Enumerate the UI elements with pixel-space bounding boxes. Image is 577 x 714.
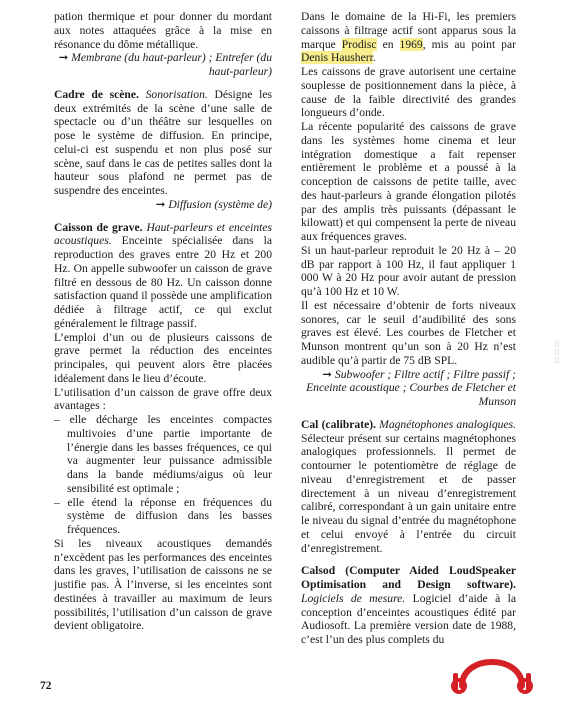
arrow-icon: ➞ xyxy=(155,197,166,211)
highlighted-year[interactable]: 1969 xyxy=(399,37,423,51)
text-run: . xyxy=(372,51,376,65)
text-run: en xyxy=(376,37,400,51)
highlighted-person[interactable]: Denis Hausherr xyxy=(301,51,373,65)
cross-reference-text: Subwoofer ; Filtre actif ; Filtre passif ; Enceinte acoustique ; Courbes de Fletcher et Munson xyxy=(306,367,516,408)
highlighted-brand[interactable]: Prodisc xyxy=(341,37,377,51)
entry-paragraph xyxy=(301,10,516,65)
entry-term: Calsod (Computer Aided LoudSpeaker Optimisation and Design software). xyxy=(301,564,516,591)
entry-paragraph: L’utilisation d’un caisson de grave offre deux avantages : xyxy=(54,385,272,413)
entry-definition: Logiciel d’aide à la conception d’enceintes acoustiques édité par Audiosoft. La première version date de 1988, c’est l’un des plus complets du xyxy=(301,591,517,646)
entry-domain: Magnétophones analogiques. xyxy=(379,417,516,431)
cross-reference-text: Membrane (du haut-parleur) ; Entrefer (du haut-parleur) xyxy=(71,51,272,78)
entry-calsod xyxy=(301,564,516,647)
entry-paragraph: Les caissons de grave autorisent une certaine souplesse de positionnement dans la pièce, à cause de la faible directivité des grandes longueurs d’onde. xyxy=(301,65,516,120)
entry-paragraph: La récente popularité des caissons de grave dans les systèmes home cinema et leur intégration domestique a fait repenser entièrement le problème et a poussé à la conception de caissons de petite taille, avec des haut-parleurs à grande élongation pilotés par des amplis très puissants (dépassant le kilowatt) et qui compensent la perte de niveau aux fréquences graves. xyxy=(301,120,516,243)
entry-definition: Enceinte spécialisée dans la reproduction des graves entre 20 Hz et 200 Hz. On appelle subwoofer un caisson de grave filtré en dessous de 80 Hz. Un caisson donne satisfaction quand il possède une amplification dédiée à filtrage actif, ce qui exclut généralement le filtrage passif. xyxy=(54,234,272,330)
entry-term: Cadre de scène. xyxy=(54,87,139,101)
page-number: 72 xyxy=(40,680,52,692)
entry-domain: Logiciels de mesure. xyxy=(301,591,406,605)
entry-cal-calibrate xyxy=(301,418,516,556)
entry-definition: Sélecteur présent sur certains magnétophones analogiques professionnels. Il permet de contourner le potentiomètre de réglage de niveau d’enregistrement et de passer directement à un niveau d’enregistrement calibré, correspondant à un gain unitaire entre le niveau du signal d’entrée du magnétophone et celui envoyé à l’entrée du circuit d’enregistrement. xyxy=(301,431,516,555)
entry-paragraph: Si les niveaux acoustiques demandés n’excèdent pas les performances des enceintes dans les graves, l’utilisation de caissons ne se justifie pas. À l’inverse, si les enceintes sont destinées à travailler au maximum de leurs possibilités, l’utilisation d’un caisson de grave devient obligatoire. xyxy=(54,536,272,633)
entry-paragraph: L’emploi d’un ou de plusieurs caissons de grave permet la réduction des enceintes principales, qui peuvent alors être placées idéalement dans le lieu d’écoute. xyxy=(54,330,272,385)
margin-mark: ▯ ▯ ▯ xyxy=(555,340,559,364)
text-run: , mis au point par xyxy=(422,37,516,51)
list-item: – elle étend la réponse en fréquences du système de diffusion dans les basses fréquences. xyxy=(54,495,272,536)
entry-paragraph: Il est nécessaire d’obtenir de forts niveaux sonores, car le seuil d’audibilité des sons graves est élevé. Les courbes de Fletcher et Munson montrent qu’un son à 20 Hz n’est audible qu’à partir de 75 dB SPL. xyxy=(301,298,516,367)
advantages-list xyxy=(54,413,272,537)
right-column xyxy=(301,10,516,647)
entry-term: Cal (calibrate). xyxy=(301,417,376,431)
entry-caisson-de-grave xyxy=(54,221,272,331)
cross-reference xyxy=(54,198,272,212)
entry-term: Caisson de grave. xyxy=(54,220,143,234)
entry-domain: Haut-parleurs et enceintes acoustiques. xyxy=(54,220,272,248)
entry-cadre-de-scene xyxy=(54,88,272,198)
arrow-icon: ➞ xyxy=(322,367,332,381)
continuation-text: pation thermique et pour donner du mordant aux notes attaquées grâce à la mise en résonance du dôme métallique. xyxy=(54,10,272,51)
text-run: Dans le domaine de la Hi-Fi, les premiers caissons à filtrage actif sont apparus sous la marque xyxy=(301,10,516,51)
arrow-icon: ➞ xyxy=(58,51,69,65)
entry-domain: Sonorisation. xyxy=(145,87,208,101)
entry-paragraph: Si un haut-parleur reproduit le 20 Hz à – 20 dB par rapport à 100 Hz, il faut appliquer 1 000 W à 20 Hz pour avoir autant de pression qu’à 100 Hz et 10 W. xyxy=(301,243,516,298)
cross-reference xyxy=(54,51,272,79)
list-item: – elle décharge les enceintes compactes multivoies d’une partie importante de l’énergie dans les basses fréquences, ce qui va augmenter leur puissance admissible dans la bande médiums/aigus où leur sensibilité est optimale ; xyxy=(54,413,272,495)
cross-reference xyxy=(301,368,516,409)
entry-definition: Désigne les deux extrémités de la scène d’une salle de spectacle ou d’un théâtre sur lesquelles on pose le système de diffusion. En principe, celui-ci est suspendu et non plus posé sur scène, sauf dans le cas de petites salles dont la hauteur sous plafond ne permet pas de suspendre des enceintes. xyxy=(54,87,272,197)
cross-reference-text: Diffusion (système de) xyxy=(168,197,272,211)
headphones-logo-icon xyxy=(442,646,542,696)
left-column xyxy=(54,10,272,633)
